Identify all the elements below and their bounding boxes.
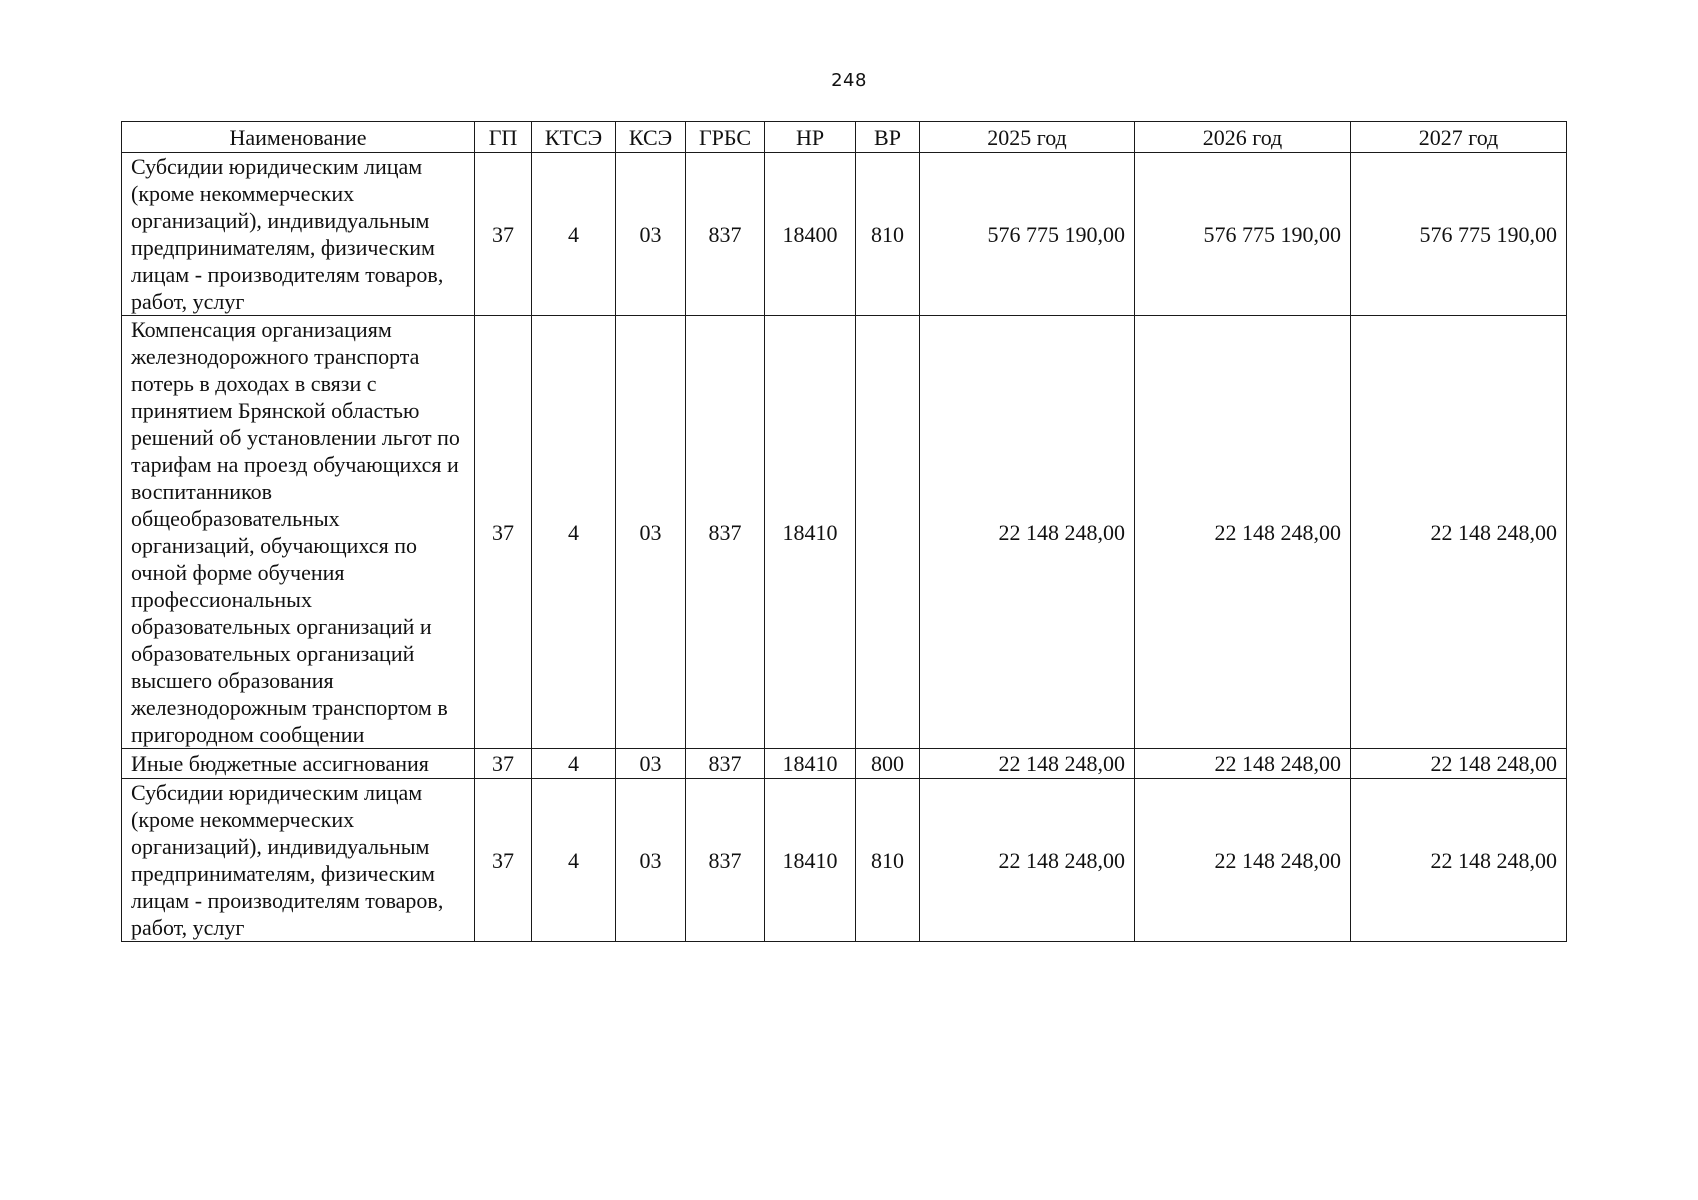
row-nr-cell: 18410: [765, 779, 856, 942]
row-2026-cell: 22 148 248,00: [1135, 316, 1351, 749]
row-2027-cell: 576 775 190,00: [1351, 153, 1567, 316]
row-nr-cell: 18400: [765, 153, 856, 316]
row-gp-cell: 37: [475, 749, 532, 779]
row-vr-cell: [856, 316, 920, 749]
table-row: [122, 316, 1567, 749]
row-nr-cell: 18410: [765, 749, 856, 779]
row-vr-cell: 810: [856, 153, 920, 316]
table-row: [122, 153, 1567, 316]
row-grbs-cell: 837: [686, 749, 765, 779]
row-grbs-cell: 837: [686, 153, 765, 316]
row-vr-cell: 810: [856, 779, 920, 942]
header-2026: 2026 год: [1135, 122, 1351, 153]
row-2027-cell: 22 148 248,00: [1351, 749, 1567, 779]
row-kse-cell: 03: [616, 316, 686, 749]
row-vr-cell: 800: [856, 749, 920, 779]
row-name-cell: Иные бюджетные ассигнования: [122, 749, 475, 779]
row-2025-cell: 576 775 190,00: [920, 153, 1135, 316]
row-name-cell: Компенсация организациям железнодорожного транспорта потерь в доходах в связи с принятием Брянской областью решений об установлении льгот по тарифам на проезд обучающихся и воспитанников общеобразовательных организаций, обучающихся по очной форме обучения профессиональных образовательных организаций и образовательных организаций высшего образования железнодорожным транспортом в пригородном сообщении: [122, 316, 475, 749]
row-grbs-cell: 837: [686, 316, 765, 749]
row-nr-cell: 18410: [765, 316, 856, 749]
table-row: [122, 779, 1567, 942]
header-nr: НР: [765, 122, 856, 153]
row-2025-cell: 22 148 248,00: [920, 749, 1135, 779]
header-gp: ГП: [475, 122, 532, 153]
row-ktse-cell: 4: [532, 749, 616, 779]
page-number: 248: [831, 70, 867, 91]
header-grbs: ГРБС: [686, 122, 765, 153]
row-2025-cell: 22 148 248,00: [920, 316, 1135, 749]
row-gp-cell: 37: [475, 316, 532, 749]
header-2025: 2025 год: [920, 122, 1135, 153]
row-gp-cell: 37: [475, 779, 532, 942]
header-kse: КСЭ: [616, 122, 686, 153]
header-vr: ВР: [856, 122, 920, 153]
row-grbs-cell: 837: [686, 779, 765, 942]
header-2027: 2027 год: [1351, 122, 1567, 153]
row-gp-cell: 37: [475, 153, 532, 316]
row-name-cell: Субсидии юридическим лицам (кроме некоммерческих организаций), индивидуальным предпринимателям, физическим лицам - производителям товаров, работ, услуг: [122, 779, 475, 942]
row-2027-cell: 22 148 248,00: [1351, 316, 1567, 749]
row-kse-cell: 03: [616, 749, 686, 779]
table-row: [122, 749, 1567, 779]
row-name-cell: Субсидии юридическим лицам (кроме некоммерческих организаций), индивидуальным предпринимателям, физическим лицам - производителям товаров, работ, услуг: [122, 153, 475, 316]
row-2026-cell: 22 148 248,00: [1135, 779, 1351, 942]
row-ktse-cell: 4: [532, 316, 616, 749]
row-kse-cell: 03: [616, 153, 686, 316]
row-2027-cell: 22 148 248,00: [1351, 779, 1567, 942]
row-2025-cell: 22 148 248,00: [920, 779, 1135, 942]
table-header-row: [122, 122, 1567, 153]
row-ktse-cell: 4: [532, 153, 616, 316]
budget-table: [121, 121, 1567, 942]
header-ktse: КТСЭ: [532, 122, 616, 153]
row-kse-cell: 03: [616, 779, 686, 942]
row-ktse-cell: 4: [532, 779, 616, 942]
header-name: Наименование: [122, 122, 475, 153]
row-2026-cell: 22 148 248,00: [1135, 749, 1351, 779]
row-2026-cell: 576 775 190,00: [1135, 153, 1351, 316]
